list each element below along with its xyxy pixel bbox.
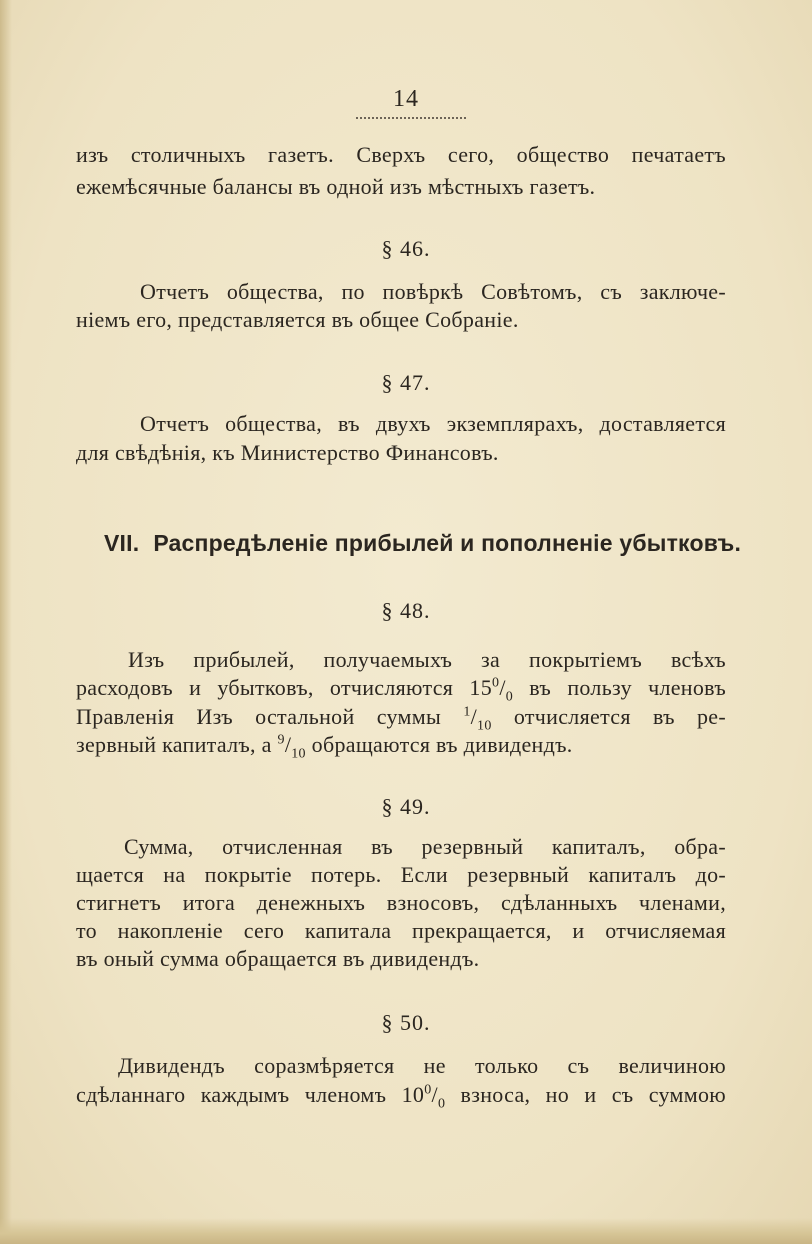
section-heading-46: § 46. (381, 236, 431, 261)
paragraph-line: Отчетъ общества, по повѣркѣ Совѣтомъ, съ заключе- (140, 279, 726, 304)
paragraph-line: Изъ прибылей, получаемыхъ за покрытіемъ всѣхъ (128, 647, 726, 672)
text-run: расходовъ и убытковъ, отчисляются 15 (76, 675, 493, 700)
paragraph-line: для свѣдѣнія, къ Министерство Финансовъ. (76, 440, 499, 465)
fraction-numerator: 9 (277, 732, 285, 748)
text-run: Правленія Изъ остальной суммы (76, 704, 464, 729)
text-run: отчисляется въ ре- (491, 704, 726, 729)
fraction-denominator: 0 (437, 1096, 446, 1112)
page-number-rule (356, 117, 466, 122)
text-run: въ пользу членовъ (513, 675, 726, 700)
fraction-numerator: 1 (463, 704, 471, 720)
fraction-slash: / (499, 675, 506, 700)
chapter-number: VII. (104, 530, 140, 556)
paragraph-line: Дивидендъ соразмѣряется не только съ величиною (118, 1053, 726, 1078)
paragraph-line: ежемѣсячные балансы въ одной изъ мѣстныхъ газетъ. (76, 174, 596, 199)
paragraph-line: Отчетъ общества, въ двухъ экземплярахъ, доставляется (140, 411, 726, 436)
section-heading-49: § 49. (381, 794, 431, 819)
text-run: сдѣланнаго каждымъ членомъ 10 (76, 1082, 425, 1107)
fraction-numerator: 0 (492, 675, 500, 691)
paragraph-line: щается на покрытіе потерь. Если резервный капиталъ до- (76, 862, 726, 887)
paragraph-line (76, 1081, 727, 1112)
page-number: 14 (393, 86, 419, 112)
fraction-slash: / (284, 732, 292, 757)
paragraph-line: Сумма, отчисленная въ резервный капиталъ, обра- (124, 834, 726, 859)
text-run: взноса, но и съ суммою (445, 1082, 727, 1107)
fraction-numerator: 0 (424, 1082, 432, 1098)
paragraph-line: стигнетъ итога денежныхъ взносовъ, сдѣланныхъ членами, (76, 890, 726, 915)
paragraph-line: изъ столичныхъ газетъ. Сверхъ сего, общество печатаетъ (76, 142, 726, 167)
fraction-slash: / (431, 1082, 438, 1107)
section-heading-48: § 48. (381, 598, 431, 623)
fraction-denominator: 10 (291, 746, 306, 762)
section-heading-50: § 50. (381, 1010, 431, 1035)
paragraph-line (76, 731, 726, 762)
paragraph-line: то накопленіе сего капитала прекращается, и отчисляемая (76, 918, 726, 943)
section-heading-47: § 47. (381, 370, 431, 395)
paragraph-line (76, 703, 726, 734)
chapter-title: Распредѣленіе прибылей и пополненіе убытковъ. (153, 530, 742, 556)
page-bottom-edge (0, 1218, 812, 1244)
fraction-slash: / (470, 704, 478, 729)
text-run: зервный капиталъ, а (76, 732, 278, 757)
paragraph-line: ніемъ его, представляется въ общее Собраніе. (76, 307, 519, 332)
paragraph-line: въ оный сумма обращается въ дивидендъ. (76, 946, 480, 971)
fraction-denominator: 0 (505, 689, 514, 705)
paragraph-line (76, 674, 726, 705)
text-run: обращаются въ дивидендъ. (305, 732, 573, 757)
fraction-denominator: 10 (477, 718, 492, 734)
chapter-heading (104, 530, 741, 557)
